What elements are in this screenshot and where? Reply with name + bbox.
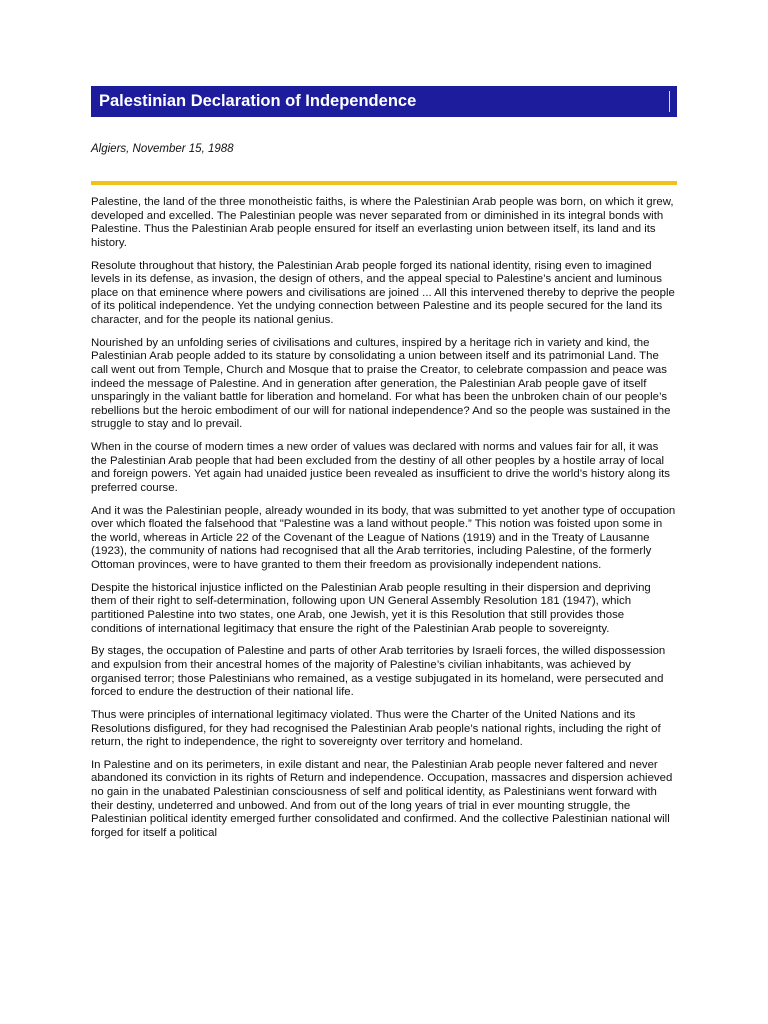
separator-rule	[91, 181, 677, 185]
dateline: Algiers, November 15, 1988	[91, 143, 234, 155]
paragraph: Nourished by an unfolding series of civilisations and cultures, inspired by a heritage rich in variety and kind, the Palestinian Arab people added to its stature by consolidating a union between itself and its patrimonial Land. The call went out from Temple, Church and Mosque that to praise the Creator, to celebrate compassion and peace was indeed the message of Palestine. And in generation after generation, the Palestinian Arab people gave of itself unsparingly in the valiant battle for liberation and homeland. For what has been the unbroken chain of our people’s rebellions but the heroic embodiment of our will for national independence? And so the people was sustained in the struggle to stay and lo prevail.	[91, 336, 671, 431]
paragraph: By stages, the occupation of Palestine and parts of other Arab territories by Israeli forces, the willed dispossession and expulsion from their ancestral homes of the majority of Palestine’s civilian inhabitants, was achieved by organised terror; those Palestinians who remained, as a vestige subjugated in its homeland, were persecuted and forced to endure the destruction of their national life.	[91, 645, 666, 699]
title-bar	[91, 86, 677, 117]
document-title: Palestinian Declaration of Independence	[99, 92, 417, 110]
paragraph: Despite the historical injustice inflicted on the Palestinian Arab people resulting in their dispersion and depriving them of their right to self-determination, following upon UN General Assembly Resolution 181 (1947), which partitioned Palestine into two states, one Arab, one Jewish, yet it is this Resolution that still provides those conditions of international legitimacy that ensure the right of the Palestinian Arab people to sovereignty.	[91, 581, 651, 635]
title-bar-edge-mark	[669, 91, 670, 112]
paragraph: In Palestine and on its perimeters, in exile distant and near, the Palestinian Arab people never faltered and never abandoned its conviction in its rights of Return and independence. Occupation, massacres and dispersion achieved no gain in the unabated Palestinian consciousness of self and political identity, as Palestinians went forward with their destiny, undeterred and unbowed. And from out of the long years of trial in ever mounting struggle, the Palestinian political identity emerged further consolidated and confirmed. And the collective Palestinian national will forged for itself a political	[91, 758, 673, 839]
paragraph: Resolute throughout that history, the Palestinian Arab people forged its national identity, rising even to imagined levels in its defense, as invasion, the design of others, and the appeal special to Palestine’s ancient and luminous place on that eminence where powers and civilisations are joined ... All this intervened thereby to deprive the people of its political independence. Yet the undying connection between Palestine and its people secured for the land its character, and for the people its national genius.	[91, 259, 675, 326]
paragraph: Palestine, the land of the three monotheistic faiths, is where the Palestinian Arab people was born, on which it grew, developed and excelled. The Palestinian people was never separated from or diminished in its integral bonds with Palestine. Thus the Palestinian Arab people ensured for itself an everlasting union between itself, its land and its history.	[91, 196, 674, 249]
paragraph: Thus were principles of international legitimacy violated. Thus were the Charter of the United Nations and its Resolutions disfigured, for they had recognised the Palestinian Arab people’s national rights, including the right of return, the right to independence, the right to sovereignty over territory and homeland.	[91, 708, 661, 749]
paragraph: When in the course of modern times a new order of values was declared with norms and values fair for all, it was the Palestinian Arab people that had been excluded from the destiny of all other peoples by a hostile array of local and foreign powers. Yet again had unaided justice been revealed as insufficient to drive the world’s history along its preferred course.	[91, 441, 670, 494]
paragraph: And it was the Palestinian people, already wounded in its body, that was submitted to yet another type of occupation over which floated the falsehood that "Palestine was a land without people.” This notion was foisted upon some in the world, whereas in Article 22 of the Covenant of the League of Nations (1919) and in the Treaty of Lausanne (1923), the community of nations had recognised that all the Arab territories, including Palestine, of the formerly Ottoman provinces, were to have granted to them their freedom as provisionally independent nations.	[91, 504, 676, 571]
document-body	[91, 196, 677, 850]
